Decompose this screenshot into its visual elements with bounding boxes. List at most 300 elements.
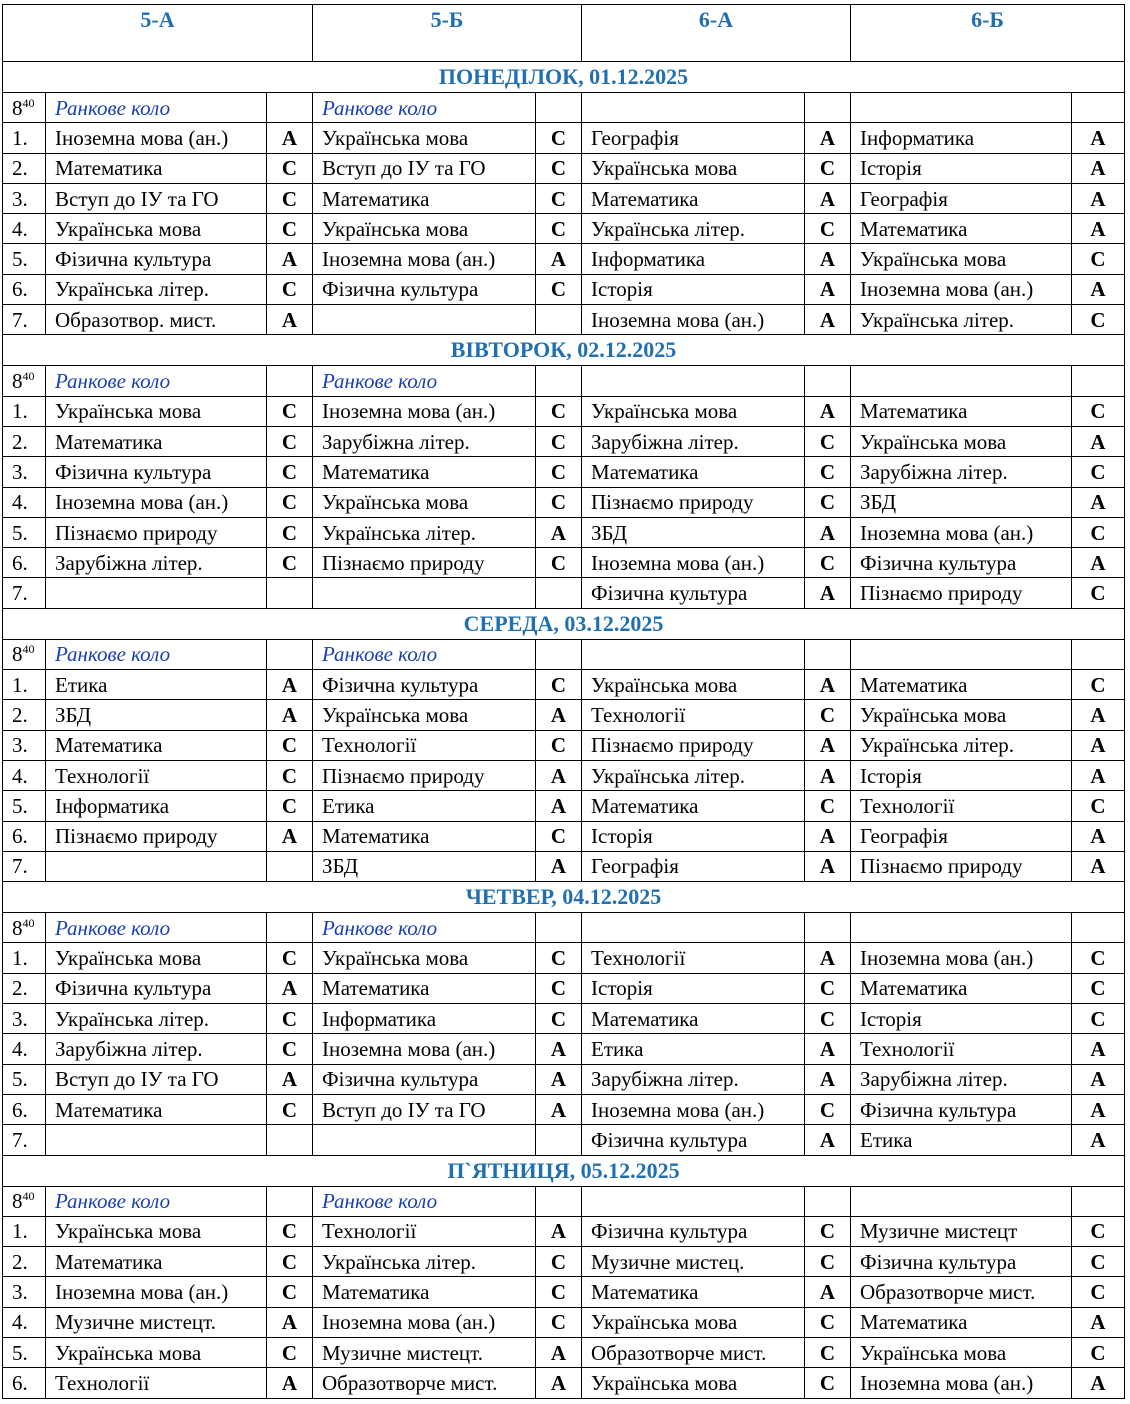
subject-cell: Вступ до ІУ та ГО xyxy=(313,1094,536,1124)
subject-cell: Українська літер. xyxy=(46,274,267,304)
room-mark-cell xyxy=(267,578,313,608)
lesson-number: 3. xyxy=(3,1004,46,1034)
subject-cell: Інформатика xyxy=(46,791,267,821)
room-mark-cell: С xyxy=(536,426,582,456)
lesson-row xyxy=(3,153,1125,183)
subject-cell: Географія xyxy=(851,821,1072,851)
subject-cell: Іноземна мова (ан.) xyxy=(582,548,805,578)
subject-cell: Образотворче мист. xyxy=(582,1337,805,1367)
subject-cell: Фізична культура xyxy=(582,1216,805,1246)
lesson-number: 7. xyxy=(3,578,46,608)
subject-cell: Українська мова xyxy=(313,487,536,517)
room-mark-cell: А xyxy=(1072,1368,1125,1398)
subject-cell: Іноземна мова (ан.) xyxy=(46,487,267,517)
subject-cell: Українська мова xyxy=(46,943,267,973)
lesson-number: 5. xyxy=(3,1064,46,1094)
subject-cell: Математика xyxy=(313,821,536,851)
lesson-row xyxy=(3,426,1125,456)
room-mark-cell: С xyxy=(805,153,851,183)
lesson-row xyxy=(3,305,1125,335)
morning-mark xyxy=(1072,913,1125,943)
morning-time xyxy=(3,913,46,943)
room-mark-cell: С xyxy=(805,487,851,517)
room-mark-cell: С xyxy=(536,487,582,517)
subject-cell: Математика xyxy=(851,670,1072,700)
subject-cell xyxy=(313,578,536,608)
subject-cell: Іноземна мова (ан.) xyxy=(313,1034,536,1064)
morning-mark xyxy=(1072,639,1125,669)
room-mark-cell: А xyxy=(536,244,582,274)
room-mark-cell: С xyxy=(267,1216,313,1246)
subject-cell: Фізична культура xyxy=(582,1125,805,1155)
subject-cell: Технології xyxy=(313,730,536,760)
room-mark-cell: С xyxy=(536,1247,582,1277)
morning-label xyxy=(851,93,1072,123)
room-mark-cell: А xyxy=(805,1064,851,1094)
subject-cell: Пізнаємо природу xyxy=(851,578,1072,608)
subject-cell: Етика xyxy=(582,1034,805,1064)
room-mark-cell: А xyxy=(1072,760,1125,790)
morning-time xyxy=(3,93,46,123)
morning-label xyxy=(582,1186,805,1216)
room-mark-cell: А xyxy=(805,821,851,851)
lesson-row xyxy=(3,396,1125,426)
subject-cell: Українська мова xyxy=(582,396,805,426)
room-mark-cell: А xyxy=(1072,153,1125,183)
lesson-row xyxy=(3,1247,1125,1277)
subject-cell: Математика xyxy=(46,1094,267,1124)
subject-cell: Українська мова xyxy=(851,244,1072,274)
room-mark-cell: С xyxy=(1072,973,1125,1003)
subject-cell: Математика xyxy=(46,153,267,183)
room-mark-cell: А xyxy=(536,1034,582,1064)
lesson-number: 3. xyxy=(3,1277,46,1307)
room-mark-cell: С xyxy=(805,1368,851,1398)
lesson-row xyxy=(3,274,1125,304)
morning-row xyxy=(3,1186,1125,1216)
day-title: ЧЕТВЕР, 04.12.2025 xyxy=(3,882,1125,913)
room-mark-cell: С xyxy=(805,700,851,730)
room-mark-cell: А xyxy=(805,670,851,700)
lesson-number: 6. xyxy=(3,821,46,851)
subject-cell: Математика xyxy=(582,183,805,213)
room-mark-cell: А xyxy=(267,244,313,274)
room-mark-cell: С xyxy=(1072,396,1125,426)
lesson-number: 5. xyxy=(3,791,46,821)
subject-cell xyxy=(46,851,267,881)
room-mark-cell: А xyxy=(1072,1034,1125,1064)
room-mark-cell: С xyxy=(1072,578,1125,608)
room-mark-cell: С xyxy=(267,1277,313,1307)
room-mark-cell: С xyxy=(536,1277,582,1307)
room-mark-cell: С xyxy=(267,183,313,213)
morning-row xyxy=(3,639,1125,669)
subject-cell: Математика xyxy=(851,396,1072,426)
room-mark-cell: А xyxy=(805,943,851,973)
room-mark-cell: С xyxy=(1072,943,1125,973)
room-mark-cell: С xyxy=(536,821,582,851)
room-mark-cell: С xyxy=(536,1004,582,1034)
room-mark-cell: С xyxy=(267,426,313,456)
subject-cell: Українська мова xyxy=(313,700,536,730)
subject-cell: Математика xyxy=(46,730,267,760)
subject-cell: Фізична культура xyxy=(851,1247,1072,1277)
morning-time-minutes: 40 xyxy=(22,642,35,657)
subject-cell: ЗБД xyxy=(582,517,805,547)
lesson-number: 6. xyxy=(3,1368,46,1398)
subject-cell: Технології xyxy=(582,943,805,973)
morning-mark xyxy=(536,1186,582,1216)
room-mark-cell: А xyxy=(805,851,851,881)
morning-mark xyxy=(267,913,313,943)
day-header-row xyxy=(3,62,1125,93)
morning-time-minutes: 40 xyxy=(22,1189,35,1204)
subject-cell: Фізична культура xyxy=(313,670,536,700)
subject-cell: Фізична культура xyxy=(851,548,1072,578)
morning-mark xyxy=(1072,1186,1125,1216)
subject-cell: Вступ до ІУ та ГО xyxy=(46,1064,267,1094)
subject-cell: Математика xyxy=(46,1247,267,1277)
subject-cell: Іноземна мова (ан.) xyxy=(582,305,805,335)
room-mark-cell: А xyxy=(1072,1094,1125,1124)
subject-cell: Українська мова xyxy=(582,1368,805,1398)
subject-cell: Іноземна мова (ан.) xyxy=(851,274,1072,304)
morning-mark xyxy=(536,913,582,943)
room-mark-cell: А xyxy=(805,578,851,608)
lesson-row xyxy=(3,730,1125,760)
subject-cell: Українська мова xyxy=(313,943,536,973)
subject-cell: Образотворче мист. xyxy=(313,1368,536,1398)
morning-mark xyxy=(805,1186,851,1216)
morning-label xyxy=(582,913,805,943)
subject-cell: Технології xyxy=(46,760,267,790)
morning-mark xyxy=(1072,93,1125,123)
subject-cell xyxy=(313,1125,536,1155)
room-mark-cell xyxy=(536,1125,582,1155)
morning-time-hour: 8 xyxy=(12,642,23,667)
lesson-number: 7. xyxy=(3,305,46,335)
subject-cell: Етика xyxy=(851,1125,1072,1155)
room-mark-cell: С xyxy=(267,943,313,973)
morning-label: Ранкове коло xyxy=(313,639,536,669)
room-mark-cell: С xyxy=(536,123,582,153)
lesson-number: 1. xyxy=(3,943,46,973)
subject-cell: Українська мова xyxy=(582,670,805,700)
subject-cell: Українська мова xyxy=(313,214,536,244)
lesson-row xyxy=(3,578,1125,608)
room-mark-cell: А xyxy=(267,821,313,851)
subject-cell: Українська мова xyxy=(46,396,267,426)
room-mark-cell: С xyxy=(267,760,313,790)
subject-cell: Музичне мистецт xyxy=(851,1216,1072,1246)
morning-label xyxy=(851,366,1072,396)
room-mark-cell: С xyxy=(536,214,582,244)
room-mark-cell: А xyxy=(1072,730,1125,760)
subject-cell: Історія xyxy=(851,1004,1072,1034)
room-mark-cell: А xyxy=(805,730,851,760)
room-mark-cell: С xyxy=(1072,791,1125,821)
room-mark-cell: С xyxy=(267,1247,313,1277)
room-mark-cell: С xyxy=(1072,1337,1125,1367)
subject-cell: Українська літер. xyxy=(46,1004,267,1034)
subject-cell: Етика xyxy=(313,791,536,821)
room-mark-cell: С xyxy=(267,548,313,578)
morning-time-hour: 8 xyxy=(12,369,23,394)
room-mark-cell: С xyxy=(267,1034,313,1064)
subject-cell: Математика xyxy=(582,457,805,487)
subject-cell: Зарубіжна літер. xyxy=(313,426,536,456)
morning-label xyxy=(851,639,1072,669)
room-mark-cell: С xyxy=(1072,1277,1125,1307)
subject-cell xyxy=(313,305,536,335)
subject-cell: Українська літер. xyxy=(851,305,1072,335)
lesson-row xyxy=(3,1216,1125,1246)
room-mark-cell: С xyxy=(805,214,851,244)
morning-label: Ранкове коло xyxy=(313,913,536,943)
room-mark-cell: А xyxy=(267,305,313,335)
room-mark-cell: С xyxy=(536,943,582,973)
room-mark-cell: А xyxy=(1072,123,1125,153)
room-mark-cell: А xyxy=(536,1216,582,1246)
subject-cell: Інформатика xyxy=(582,244,805,274)
class-header: 5-Б xyxy=(313,5,582,62)
morning-label: Ранкове коло xyxy=(46,93,267,123)
subject-cell: Географія xyxy=(582,123,805,153)
room-mark-cell: С xyxy=(536,548,582,578)
room-mark-cell: А xyxy=(805,123,851,153)
room-mark-cell: С xyxy=(805,1247,851,1277)
room-mark-cell: А xyxy=(1072,274,1125,304)
subject-cell: Технології xyxy=(851,791,1072,821)
room-mark-cell: А xyxy=(805,1277,851,1307)
subject-cell: Інформатика xyxy=(851,123,1072,153)
lesson-row xyxy=(3,973,1125,1003)
lesson-number: 2. xyxy=(3,426,46,456)
room-mark-cell: С xyxy=(805,426,851,456)
room-mark-cell: С xyxy=(536,396,582,426)
room-mark-cell: С xyxy=(805,1307,851,1337)
schedule-body xyxy=(3,5,1125,1399)
lesson-row xyxy=(3,244,1125,274)
subject-cell: Українська літер. xyxy=(582,214,805,244)
room-mark-cell: А xyxy=(1072,821,1125,851)
morning-label: Ранкове коло xyxy=(313,93,536,123)
lesson-number: 5. xyxy=(3,1337,46,1367)
room-mark-cell: А xyxy=(1072,487,1125,517)
morning-label: Ранкове коло xyxy=(46,913,267,943)
lesson-number: 2. xyxy=(3,1247,46,1277)
subject-cell: Фізична культура xyxy=(851,1094,1072,1124)
room-mark-cell: А xyxy=(1072,1064,1125,1094)
subject-cell: Математика xyxy=(582,1277,805,1307)
lesson-number: 6. xyxy=(3,274,46,304)
class-header: 6-Б xyxy=(851,5,1125,62)
room-mark-cell: А xyxy=(1072,1307,1125,1337)
lesson-number: 4. xyxy=(3,487,46,517)
subject-cell: Іноземна мова (ан.) xyxy=(46,123,267,153)
room-mark-cell: А xyxy=(536,700,582,730)
morning-label: Ранкове коло xyxy=(313,366,536,396)
room-mark-cell: С xyxy=(1072,305,1125,335)
morning-mark xyxy=(536,366,582,396)
subject-cell: Етика xyxy=(46,670,267,700)
subject-cell: Історія xyxy=(851,153,1072,183)
subject-cell: Історія xyxy=(582,973,805,1003)
morning-label xyxy=(582,366,805,396)
day-title: ВІВТОРОК, 02.12.2025 xyxy=(3,335,1125,366)
morning-time-minutes: 40 xyxy=(22,95,35,110)
room-mark-cell: А xyxy=(805,1125,851,1155)
subject-cell: Українська літер. xyxy=(313,1247,536,1277)
lesson-number: 1. xyxy=(3,123,46,153)
lesson-row xyxy=(3,123,1125,153)
subject-cell: Українська літер. xyxy=(582,760,805,790)
morning-time-hour: 8 xyxy=(12,95,23,120)
morning-mark xyxy=(267,366,313,396)
morning-time xyxy=(3,639,46,669)
subject-cell: Математика xyxy=(313,973,536,1003)
lesson-number: 4. xyxy=(3,760,46,790)
day-title: СЕРЕДА, 03.12.2025 xyxy=(3,608,1125,639)
room-mark-cell: С xyxy=(267,274,313,304)
lesson-row xyxy=(3,487,1125,517)
room-mark-cell: А xyxy=(267,700,313,730)
day-header-row xyxy=(3,608,1125,639)
lesson-row xyxy=(3,851,1125,881)
lesson-row xyxy=(3,760,1125,790)
lesson-row xyxy=(3,214,1125,244)
room-mark-cell: А xyxy=(805,1034,851,1064)
room-mark-cell: С xyxy=(267,214,313,244)
subject-cell: Зарубіжна літер. xyxy=(582,426,805,456)
subject-cell: Зарубіжна літер. xyxy=(46,1034,267,1064)
room-mark-cell: С xyxy=(805,457,851,487)
subject-cell: Іноземна мова (ан.) xyxy=(313,396,536,426)
room-mark-cell: С xyxy=(805,1337,851,1367)
subject-cell: Географія xyxy=(851,183,1072,213)
subject-cell: Технології xyxy=(582,700,805,730)
morning-mark xyxy=(536,639,582,669)
room-mark-cell: А xyxy=(536,1368,582,1398)
room-mark-cell: С xyxy=(267,487,313,517)
room-mark-cell: А xyxy=(536,517,582,547)
subject-cell: Фізична культура xyxy=(46,457,267,487)
room-mark-cell: С xyxy=(536,1307,582,1337)
room-mark-cell xyxy=(267,1125,313,1155)
subject-cell: Математика xyxy=(313,457,536,487)
subject-cell: Технології xyxy=(313,1216,536,1246)
room-mark-cell: С xyxy=(1072,1216,1125,1246)
morning-time-minutes: 40 xyxy=(22,915,35,930)
subject-cell: Географія xyxy=(582,851,805,881)
subject-cell: Іноземна мова (ан.) xyxy=(313,1307,536,1337)
room-mark-cell: А xyxy=(267,1368,313,1398)
subject-cell: Математика xyxy=(851,214,1072,244)
room-mark-cell: А xyxy=(267,123,313,153)
room-mark-cell: А xyxy=(267,670,313,700)
morning-time xyxy=(3,1186,46,1216)
subject-cell: Українська мова xyxy=(313,123,536,153)
subject-cell: Образотворче мист. xyxy=(851,1277,1072,1307)
subject-cell: Іноземна мова (ан.) xyxy=(851,1368,1072,1398)
subject-cell xyxy=(46,1125,267,1155)
room-mark-cell: С xyxy=(267,153,313,183)
lesson-number: 7. xyxy=(3,851,46,881)
morning-label: Ранкове коло xyxy=(46,366,267,396)
room-mark-cell: С xyxy=(267,1004,313,1034)
subject-cell: Українська літер. xyxy=(313,517,536,547)
lesson-number: 1. xyxy=(3,670,46,700)
lesson-row xyxy=(3,670,1125,700)
subject-cell: Математика xyxy=(851,1307,1072,1337)
room-mark-cell: А xyxy=(267,1307,313,1337)
subject-cell: Музичне мистецт. xyxy=(46,1307,267,1337)
room-mark-cell: А xyxy=(805,305,851,335)
morning-time-hour: 8 xyxy=(12,1189,23,1214)
subject-cell: ЗБД xyxy=(851,487,1072,517)
subject-cell: ЗБД xyxy=(313,851,536,881)
subject-cell: Пізнаємо природу xyxy=(46,517,267,547)
subject-cell: Іноземна мова (ан.) xyxy=(851,943,1072,973)
lesson-number: 1. xyxy=(3,396,46,426)
room-mark-cell xyxy=(536,578,582,608)
lesson-row xyxy=(3,943,1125,973)
room-mark-cell: А xyxy=(805,244,851,274)
subject-cell: Математика xyxy=(582,1004,805,1034)
room-mark-cell: С xyxy=(1072,670,1125,700)
room-mark-cell: А xyxy=(267,1064,313,1094)
room-mark-cell: А xyxy=(536,760,582,790)
morning-label xyxy=(851,913,1072,943)
subject-cell: Українська мова xyxy=(851,700,1072,730)
subject-cell: Іноземна мова (ан.) xyxy=(851,517,1072,547)
subject-cell: Пізнаємо природу xyxy=(582,487,805,517)
lesson-number: 3. xyxy=(3,730,46,760)
class-header: 5-А xyxy=(3,5,313,62)
lesson-row xyxy=(3,1368,1125,1398)
lesson-number: 2. xyxy=(3,973,46,1003)
room-mark-cell: С xyxy=(536,274,582,304)
subject-cell: Математика xyxy=(851,973,1072,1003)
subject-cell: Українська мова xyxy=(582,153,805,183)
room-mark-cell: А xyxy=(1072,183,1125,213)
subject-cell: Пізнаємо природу xyxy=(851,851,1072,881)
morning-label xyxy=(582,93,805,123)
subject-cell: Фізична культура xyxy=(46,244,267,274)
morning-mark xyxy=(805,366,851,396)
subject-cell: Фізична культура xyxy=(313,274,536,304)
lesson-row xyxy=(3,791,1125,821)
subject-cell: Зарубіжна літер. xyxy=(851,457,1072,487)
subject-cell: Музичне мистецт. xyxy=(313,1337,536,1367)
room-mark-cell: С xyxy=(1072,1247,1125,1277)
lesson-number: 3. xyxy=(3,457,46,487)
day-title: ПОНЕДІЛОК, 01.12.2025 xyxy=(3,62,1125,93)
room-mark-cell: А xyxy=(536,1337,582,1367)
room-mark-cell: А xyxy=(536,791,582,821)
schedule-table xyxy=(2,4,1125,1399)
lesson-number: 4. xyxy=(3,214,46,244)
morning-label: Ранкове коло xyxy=(313,1186,536,1216)
subject-cell: Іноземна мова (ан.) xyxy=(313,244,536,274)
subject-cell: Фізична культура xyxy=(46,973,267,1003)
lesson-number: 5. xyxy=(3,517,46,547)
subject-cell: Пізнаємо природу xyxy=(313,760,536,790)
lesson-row xyxy=(3,1064,1125,1094)
room-mark-cell: С xyxy=(1072,1004,1125,1034)
lesson-row xyxy=(3,1094,1125,1124)
morning-row xyxy=(3,366,1125,396)
